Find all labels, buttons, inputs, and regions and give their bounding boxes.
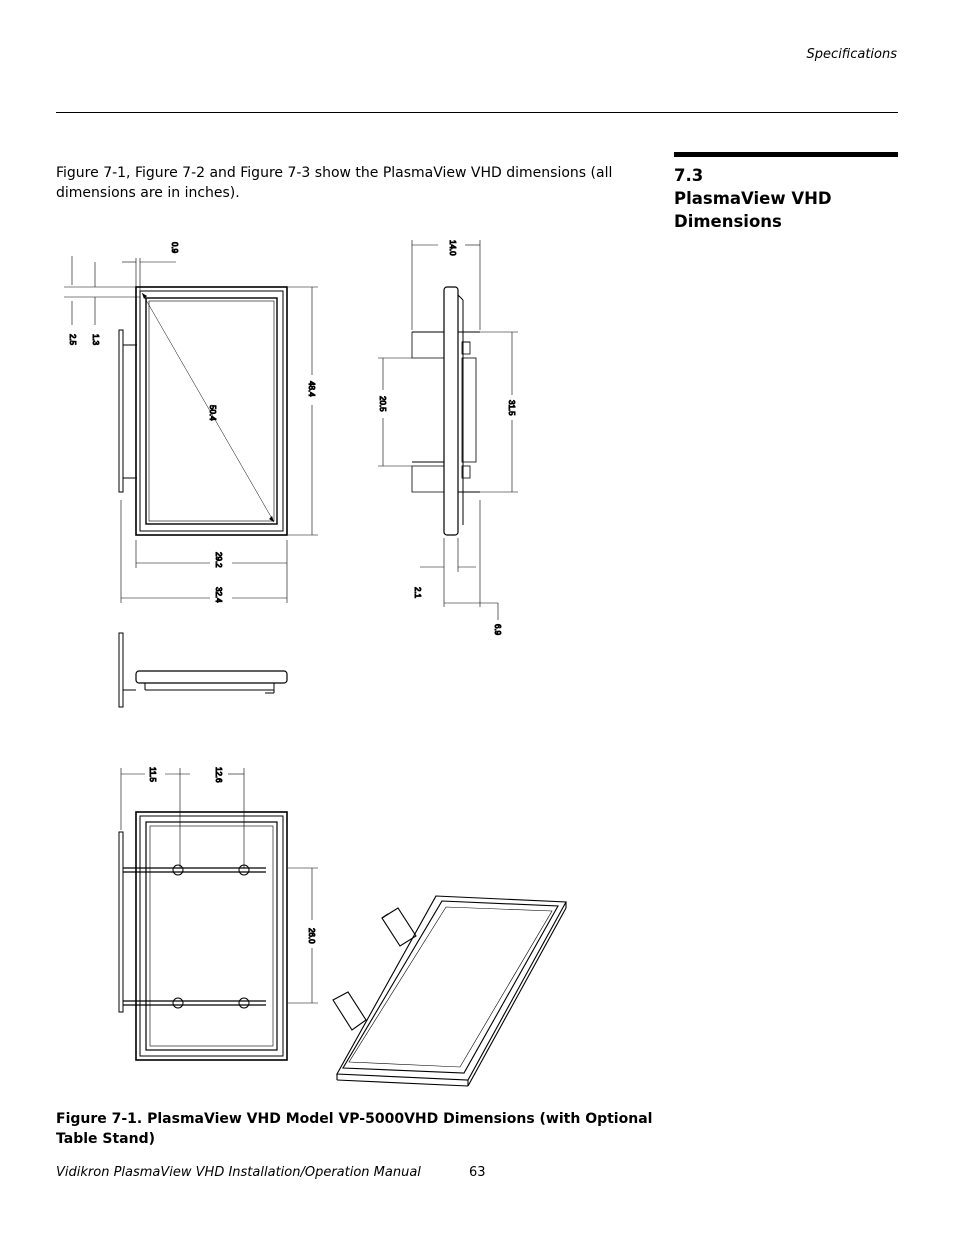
dim-front-left-a: 2.5 [68, 334, 77, 346]
dim-side-top-depth: 14.0 [448, 240, 457, 256]
running-head: Specifications [806, 47, 897, 62]
dim-side-bottom-b: 6.9 [493, 624, 502, 636]
isometric-view [333, 896, 566, 1086]
dim-front-height: 48.4 [307, 381, 316, 397]
dim-side-bottom-a: 2.1 [413, 587, 422, 599]
footer-manual-title: Vidikron PlasmaView VHD Installation/Operation Manual [56, 1165, 421, 1180]
dim-front-overall-width: 32.4 [214, 587, 223, 603]
front-view [64, 256, 318, 603]
section-number: 7.3 [674, 166, 704, 185]
rear-view [119, 768, 318, 1060]
dim-front-top-offset: 0.9 [170, 242, 179, 254]
side-view [378, 240, 518, 620]
dim-front-diagonal: 50.4 [208, 405, 217, 421]
dim-rear-mount-span: 26.0 [307, 928, 316, 944]
dim-front-left-b: 1.3 [91, 334, 100, 346]
dim-front-inner-width: 29.2 [214, 552, 223, 568]
figure-caption: Figure 7-1. PlasmaView VHD Model VP-5000VHD Dimensions (with Optional Table Stand) [56, 1111, 653, 1147]
intro-paragraph: Figure 7-1, Figure 7-2 and Figure 7-3 show the PlasmaView VHD dimensions (all dimensions are in inches). [56, 165, 613, 201]
top-view [119, 633, 287, 707]
dim-rear-center: 12.6 [214, 767, 223, 783]
dim-rear-left: 11.5 [148, 767, 157, 782]
dim-side-stand-height: 31.5 [507, 400, 516, 416]
page-number: 63 [469, 1165, 486, 1180]
section-title-line2: Dimensions [674, 212, 782, 231]
section-title-line1: PlasmaView VHD [674, 189, 832, 208]
dim-side-stand-span: 20.5 [378, 396, 387, 412]
